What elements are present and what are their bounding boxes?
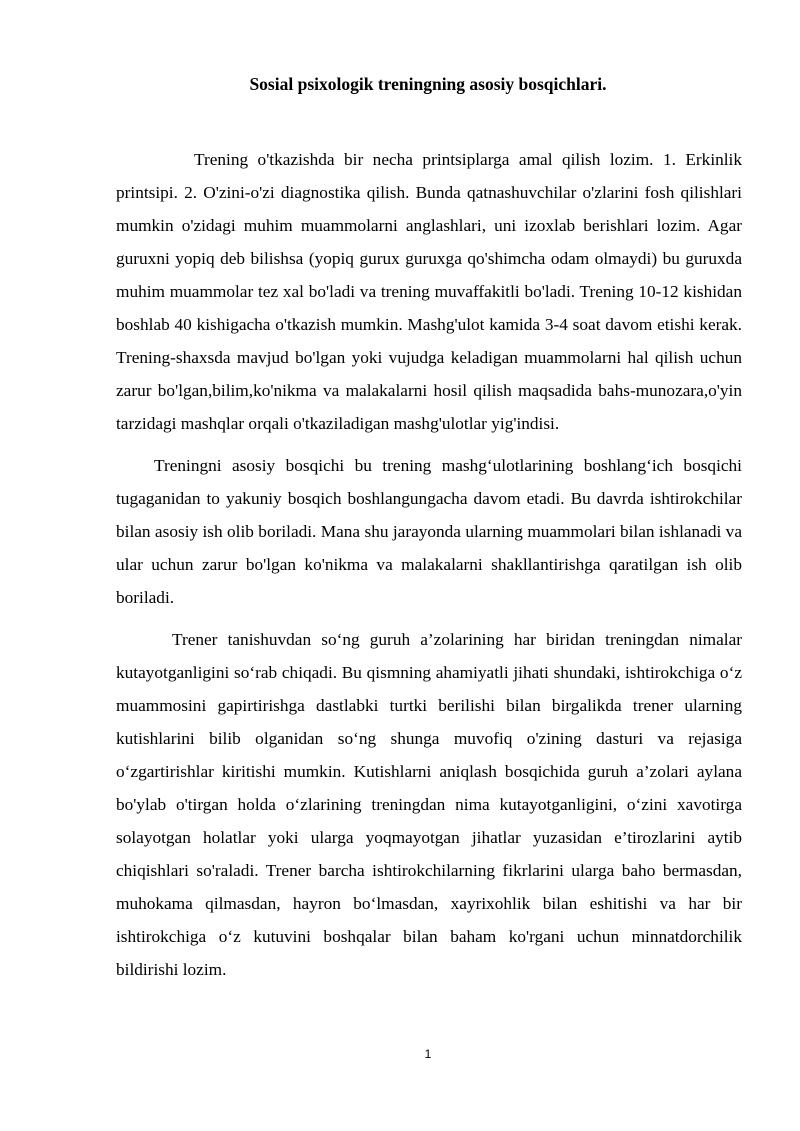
paragraph-main-stage: Treningni asosiy bosqichi bu trening mashg‘ulotlarining boshlang‘ich bosqichi tugaganidan to yakuniy bosqich boshlangungacha davom etadi. Bu davrda ishtirokchilar bilan asosiy ish olib boriladi. Mana shu jarayonda ularning muammolari bilan ishlanadi va ular uchun zarur bo'lgan ko'nikma va malakalarni shakllantirishga qaratilgan ish olib boriladi. [116, 456, 742, 607]
paragraph-trainer-expectations: Trener tanishuvdan so‘ng guruh a’zolarining har biridan treningdan nimalar kutayotganligini so‘rab chiqadi. Bu qismning ahamiyatli jihati shundaki, ishtirokchiga o‘z muammosini gapirtirishga dastlabki turtki berilishi bilan birgalikda trener ularning kutishlarini bilib olganidan so‘ng shunga muvofiq o'zining dasturi va rejasiga o‘zgartirishlar kiritishi mumkin. Kutishlarni aniqlash bosqichida guruh a’zolari aylana bo'ylab o'tirgan holda o‘zlarining treningdan nima kutayotganligini, o‘zini xavotirga solayotgan holatlar yoki ularga yoqmayotgan jihatlar yuzasidan e’tirozlarini aytib chiqishlari so'raladi. Trener barcha ishtirokchilarning fikrlarini ularga baho bermasdan, muhokama qilmasdan, hayron bo‘lmasdan, xayrixohlik bilan eshitishi va har bir ishtirokchiga o‘z kutuvini boshqalar bilan baham ko'rgani uchun minnatdorchilik bildirishi lozim. [116, 630, 742, 979]
document-title: Sosial psixologik treningning asosiy bosqichlari. [249, 74, 607, 94]
page-number: 1 [424, 1047, 432, 1061]
paragraph-training-principles: Trening o'tkazishda bir necha printsiplarga amal qilish lozim. 1. Erkinlik printsipi. 2. O'zini-o'zi diagnostika qilish. Bunda qatnashuvchilar o'zlarini fosh qilishlari mumkin o'zidagi muhim muammolarni anglashlari, uni izoxlab berishlari lozim. Agar guruxni yopiq deb bilishsa (yopiq gurux guruxga qo'shimcha odam olmaydi) bu guruxda muhim muammolar tez xal bo'ladi va trening muvaffakitli bo'ladi. Trening 10-12 kishidan boshlab 40 kishigacha o'tkazish mumkin. Mashg'ulot kamida 3-4 soat davom etishi kerak. Trening-shaxsda mavjud bo'lgan yoki vujudga keladigan muammolarni hal qilish uchun zarur bo'lgan,bilim,ko'nikma va malakalarni hosil qilish maqsadida bahs-munozara,o'yin tarzidagi mashqlar orqali o'tkaziladigan mashg'ulotlar yig'indisi. [116, 150, 742, 433]
document-body [116, 143, 742, 986]
